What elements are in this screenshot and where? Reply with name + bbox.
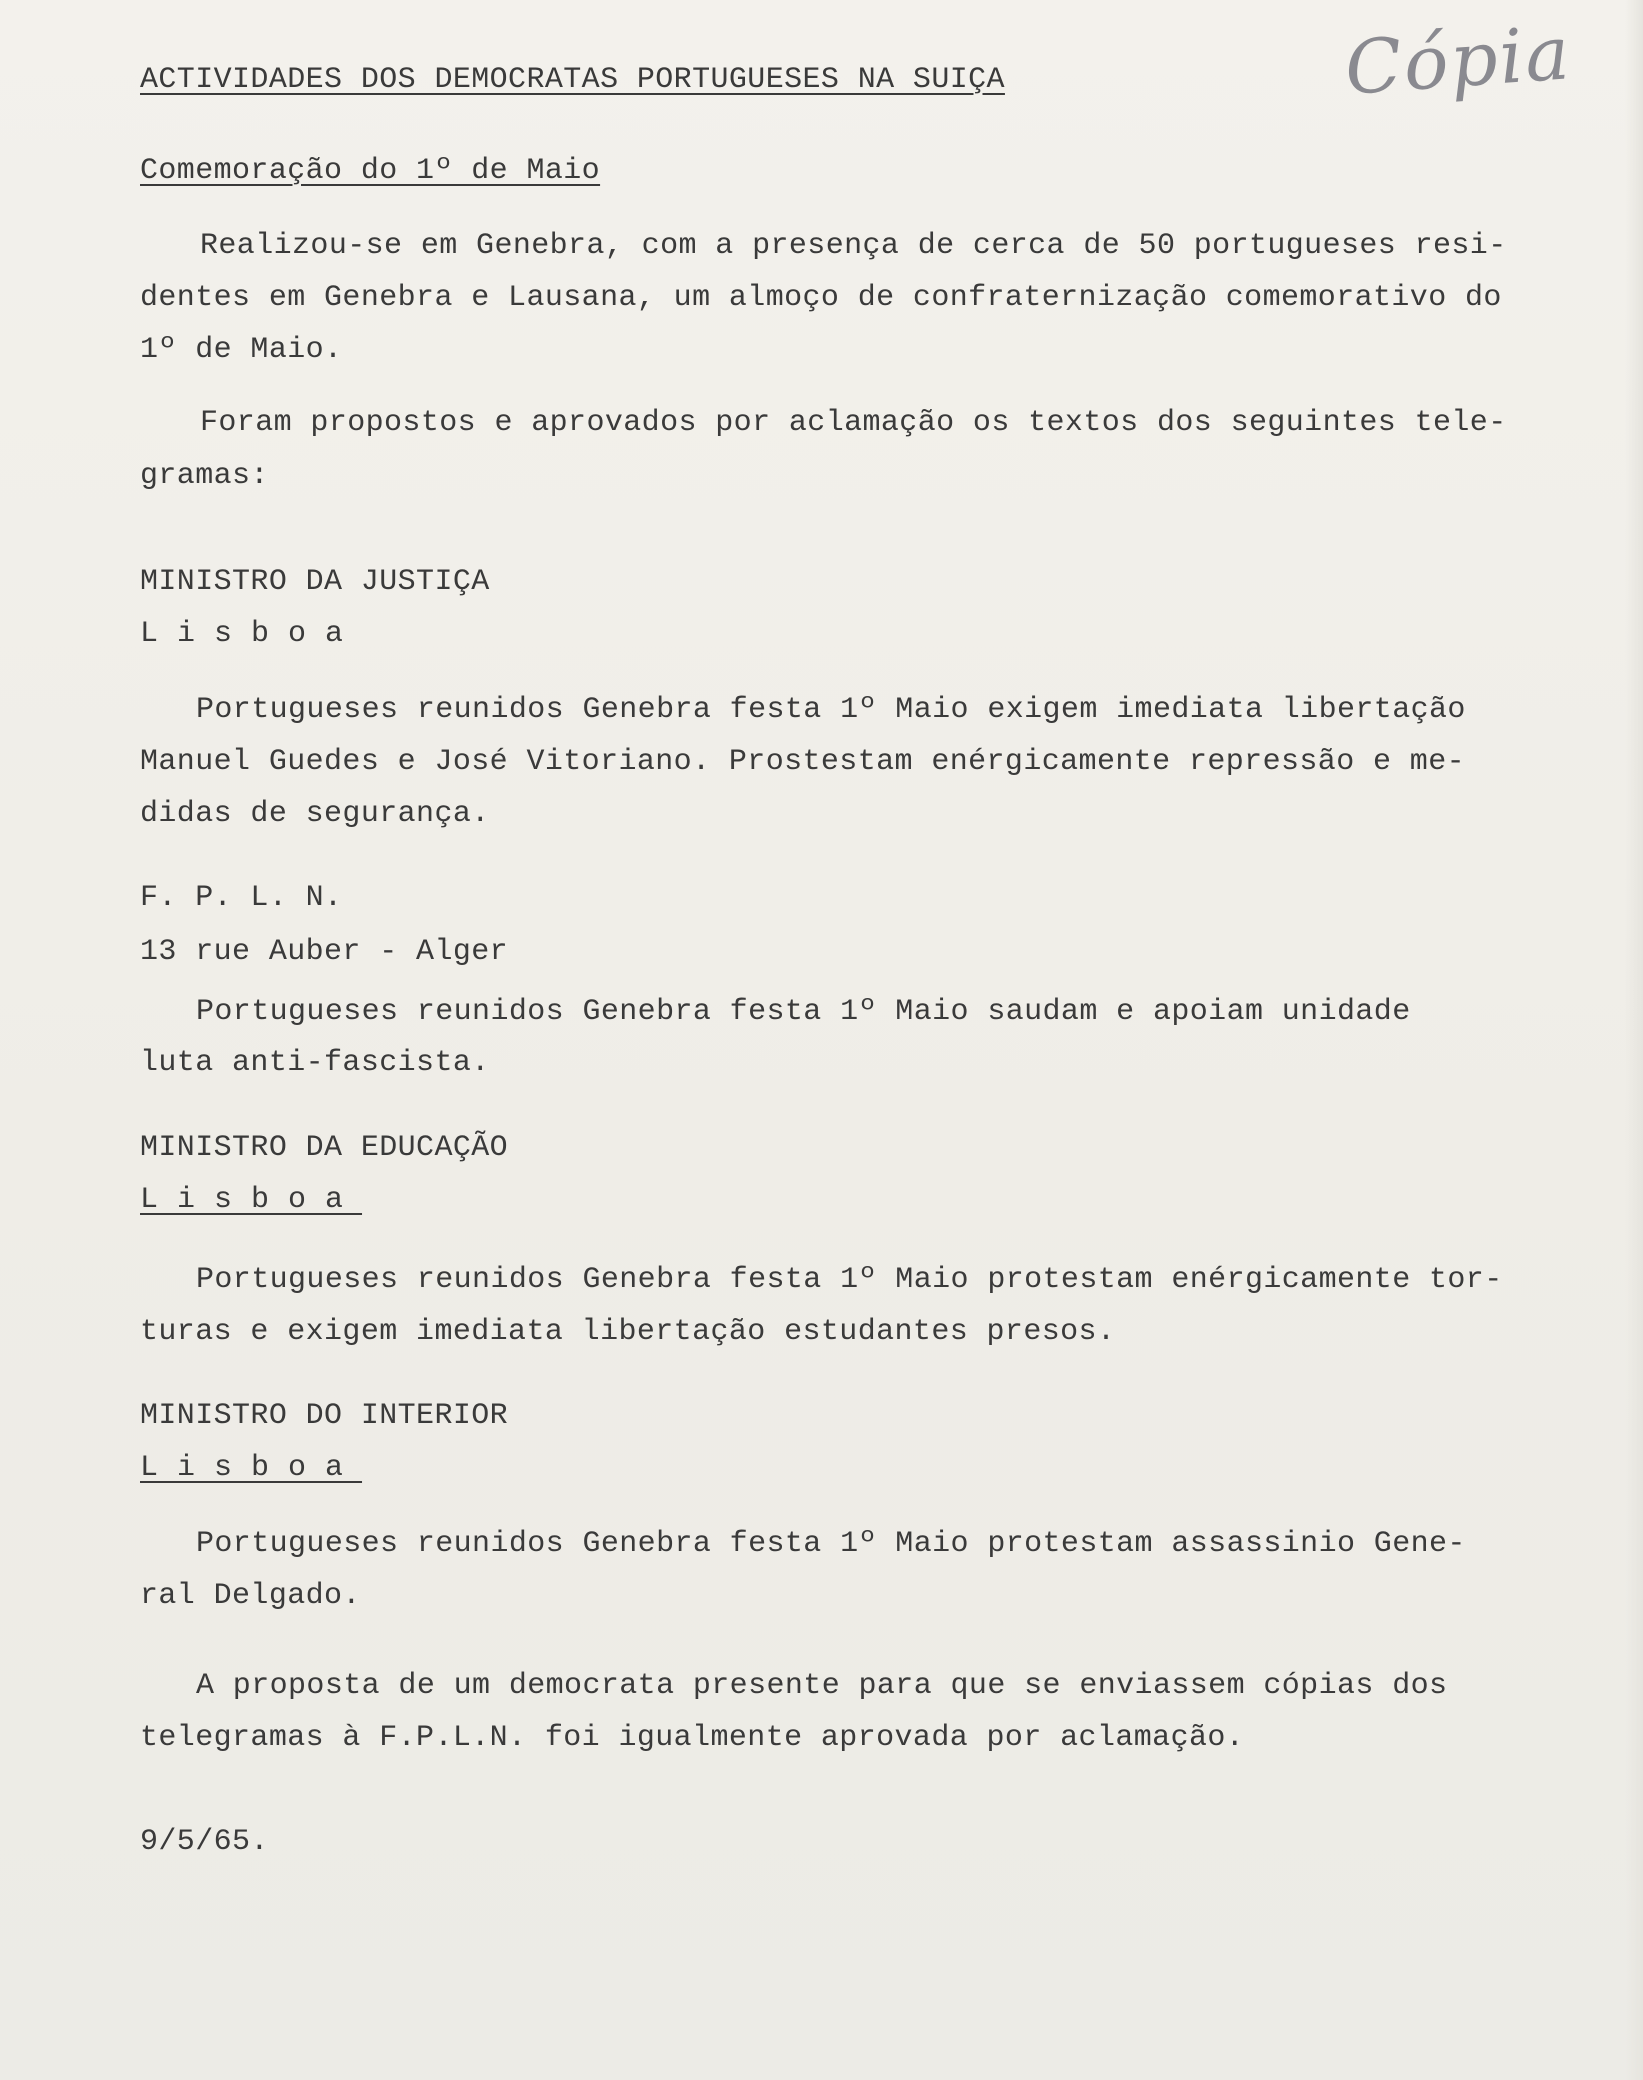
intro-line-1: Realizou-se em Genebra, com a presença de cerca de 50 portugueses resi- [200, 229, 1507, 263]
telegram-text-line: Portugueses reunidos Genebra festa 1º Maio protestam enérgicamente tor- [196, 1263, 1503, 1297]
telegram-text-line: Portugueses reunidos Genebra festa 1º Maio saudam e apoiam unidade [196, 995, 1411, 1029]
closing-line-1: A proposta de um democrata presente para que se enviassem cópias dos [196, 1669, 1448, 1703]
telegram-text-line: Portugueses reunidos Genebra festa 1º Maio protestam assassinio Gene- [196, 1527, 1466, 1561]
page-edge [1625, 0, 1643, 2080]
telegram-recipient: MINISTRO DA EDUCAÇÃO [140, 1131, 509, 1165]
telegram-text-line: Portugueses reunidos Genebra festa 1º Maio exigem imediata libertação [196, 693, 1466, 727]
telegram-text-line: luta anti-fascista. [140, 1046, 490, 1080]
telegram-address: Lisboa [140, 1451, 363, 1485]
telegram-text-line: didas de segurança. [140, 797, 490, 831]
intro-line-3: 1º de Maio. [140, 333, 343, 367]
telegram-recipient: MINISTRO DO INTERIOR [140, 1399, 509, 1433]
document-title: ACTIVIDADES DOS DEMOCRATAS PORTUGUESES NA SUIÇA [140, 63, 1005, 97]
closing-line-2: telegramas à F.P.L.N. foi igualmente aprovada por aclamação. [140, 1721, 1245, 1755]
telegram-text-line: Manuel Guedes e José Vitoriano. Prostestam enérgicamente repressão e me- [140, 745, 1466, 779]
telegram-address: Lisboa [140, 617, 363, 651]
telegram-text-line: turas e exigem imediata libertação estudantes presos. [140, 1315, 1116, 1349]
telegram-text-line: ral Delgado. [140, 1579, 361, 1613]
section-subtitle: Comemoração do 1º de Maio [140, 154, 601, 188]
proposal-line-1: Foram propostos e aprovados por aclamação os textos dos seguintes tele- [200, 406, 1507, 440]
telegram-recipient: F. P. L. N. [140, 881, 343, 915]
intro-line-2: dentes em Genebra e Lausana, um almoço de confraternização comemorativo do [140, 281, 1502, 315]
telegram-address: 13 rue Auber - Alger [140, 935, 509, 969]
telegram-address: Lisboa [140, 1183, 363, 1217]
telegram-recipient: MINISTRO DA JUSTIÇA [140, 565, 490, 599]
proposal-line-2: gramas: [140, 459, 269, 493]
document-date: 9/5/65. [140, 1825, 269, 1859]
handwritten-annotation: Cópia [1342, 10, 1575, 112]
